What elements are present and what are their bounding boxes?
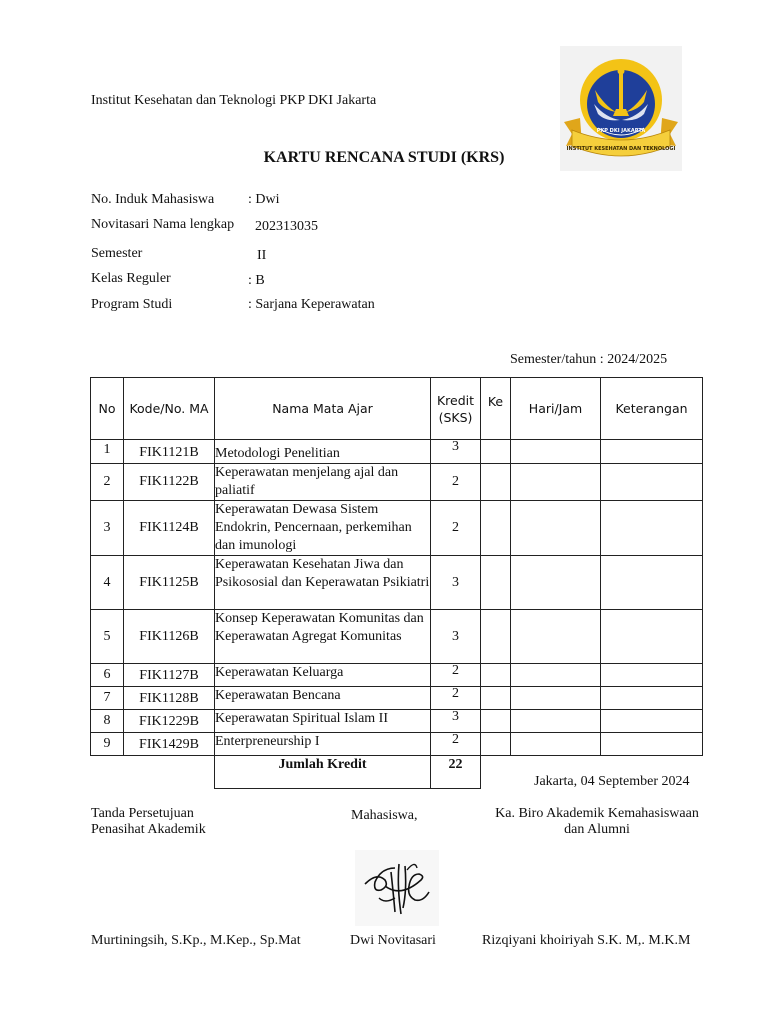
table-row bbox=[91, 664, 703, 687]
semester-year: Semester/tahun : 2024/2025 bbox=[510, 352, 668, 367]
student-name: Dwi Novitasari bbox=[350, 933, 436, 948]
row-kode: FIK1125B bbox=[124, 556, 215, 610]
nim-label: No. Induk Mahasiswa bbox=[91, 192, 215, 207]
row-nama: Enterpreneurship I bbox=[215, 733, 431, 756]
row-nama: Metodologi Penelitian bbox=[215, 440, 431, 464]
row-keterangan bbox=[601, 687, 703, 710]
row-ke bbox=[481, 710, 511, 733]
row-hari-jam bbox=[511, 464, 601, 501]
name-label: Novitasari Nama lengkap bbox=[91, 217, 235, 232]
krs-table bbox=[90, 377, 703, 789]
student-title: Mahasiswa, bbox=[351, 808, 418, 823]
row-keterangan bbox=[601, 733, 703, 756]
page-title: KARTU RENCANA STUDI (KRS) bbox=[263, 149, 505, 166]
row-hari-jam bbox=[511, 733, 601, 756]
row-kode: FIK1122B bbox=[124, 464, 215, 501]
date-place: Jakarta, 04 September 2024 bbox=[534, 774, 690, 789]
header-keterangan: Keterangan bbox=[601, 378, 703, 440]
row-nama: Keperawatan Keluarga bbox=[215, 664, 431, 687]
row-kode: FIK1127B bbox=[124, 664, 215, 687]
row-keterangan bbox=[601, 556, 703, 610]
table-row bbox=[91, 687, 703, 710]
row-ke bbox=[481, 733, 511, 756]
semester-label: Semester bbox=[91, 246, 143, 261]
institute-name: Institut Kesehatan dan Teknologi PKP DKI Jakarta bbox=[91, 93, 377, 108]
row-ke bbox=[481, 464, 511, 501]
row-keterangan bbox=[601, 440, 703, 464]
row-hari-jam bbox=[511, 687, 601, 710]
row-ke bbox=[481, 610, 511, 664]
row-no: 7 bbox=[91, 687, 124, 710]
row-hari-jam bbox=[511, 710, 601, 733]
row-ke bbox=[481, 556, 511, 610]
bureau-name: Rizqiyani khoiriyah S.K. M,. M.K.M bbox=[482, 933, 691, 948]
row-nama: Konsep Keperawatan Komunitas dan Keperawatan Agregat Komunitas bbox=[215, 610, 431, 664]
student-signature bbox=[355, 850, 439, 926]
row-keterangan bbox=[601, 664, 703, 687]
total-value: 22 bbox=[431, 756, 481, 789]
row-kredit: 2 bbox=[431, 733, 481, 756]
name-value: 202313035 bbox=[255, 219, 318, 234]
row-kredit: 2 bbox=[431, 687, 481, 710]
class-value: : B bbox=[248, 273, 265, 288]
row-ke bbox=[481, 501, 511, 556]
table-row bbox=[91, 733, 703, 756]
row-kode: FIK1124B bbox=[124, 501, 215, 556]
row-hari-jam bbox=[511, 501, 601, 556]
logo-banner-text: INSTITUT KESEHATAN DAN TEKNOLOGI bbox=[566, 146, 676, 152]
header-no: No bbox=[91, 378, 124, 440]
row-hari-jam bbox=[511, 440, 601, 464]
header-ke: Ke bbox=[481, 378, 511, 440]
row-no: 4 bbox=[91, 556, 124, 610]
row-hari-jam bbox=[511, 610, 601, 664]
header-kredit: Kredit (SKS) bbox=[431, 378, 481, 440]
row-no: 1 bbox=[91, 440, 124, 464]
row-no: 5 bbox=[91, 610, 124, 664]
row-ke bbox=[481, 687, 511, 710]
program-value: : Sarjana Keperawatan bbox=[248, 297, 375, 312]
row-no: 9 bbox=[91, 733, 124, 756]
bureau-title-line-1: Ka. Biro Akademik Kemahasiswaan bbox=[495, 806, 699, 821]
row-nama: Keperawatan Dewasa Sistem Endokrin, Pencernaan, perkemihan dan imunologi bbox=[215, 501, 431, 556]
table-row bbox=[91, 501, 703, 556]
nim-value: : Dwi bbox=[248, 192, 280, 207]
row-no: 8 bbox=[91, 710, 124, 733]
row-hari-jam bbox=[511, 664, 601, 687]
row-ke bbox=[481, 664, 511, 687]
row-no: 3 bbox=[91, 501, 124, 556]
row-keterangan bbox=[601, 710, 703, 733]
row-kredit: 3 bbox=[431, 556, 481, 610]
row-keterangan bbox=[601, 501, 703, 556]
row-ke bbox=[481, 440, 511, 464]
logo-text: PKP DKI JAKARTA bbox=[596, 128, 646, 134]
header-hari-jam: Hari/Jam bbox=[511, 378, 601, 440]
row-kredit: 2 bbox=[431, 501, 481, 556]
row-hari-jam bbox=[511, 556, 601, 610]
table-header-row bbox=[91, 378, 703, 440]
row-kredit: 3 bbox=[431, 610, 481, 664]
row-nama: Keperawatan Kesehatan Jiwa dan Psikososial dan Keperawatan Psikiatri bbox=[215, 556, 431, 610]
row-kode: FIK1429B bbox=[124, 733, 215, 756]
row-kredit: 3 bbox=[431, 710, 481, 733]
class-label: Kelas Reguler bbox=[91, 271, 171, 286]
row-keterangan bbox=[601, 464, 703, 501]
table-row bbox=[91, 440, 703, 464]
header-kode: Kode/No. MA bbox=[124, 378, 215, 440]
row-kode: FIK1229B bbox=[124, 710, 215, 733]
row-no: 6 bbox=[91, 664, 124, 687]
advisor-name: Murtiningsih, S.Kp., M.Kep., Sp.Mat bbox=[91, 933, 301, 948]
row-kredit: 2 bbox=[431, 464, 481, 501]
row-nama: Keperawatan Bencana bbox=[215, 687, 431, 710]
row-kredit: 2 bbox=[431, 664, 481, 687]
bureau-title-line-2: dan Alumni bbox=[564, 822, 630, 837]
row-kode: FIK1128B bbox=[124, 687, 215, 710]
row-kode: FIK1121B bbox=[124, 440, 215, 464]
row-kredit: 3 bbox=[431, 440, 481, 464]
advisor-title-line-1: Tanda Persetujuan bbox=[91, 806, 194, 821]
program-label: Program Studi bbox=[91, 297, 173, 312]
row-keterangan bbox=[601, 610, 703, 664]
table-row bbox=[91, 556, 703, 610]
header-nama: Nama Mata Ajar bbox=[215, 378, 431, 440]
advisor-title bbox=[91, 806, 206, 838]
table-row bbox=[91, 610, 703, 664]
row-no: 2 bbox=[91, 464, 124, 501]
semester-value: II bbox=[257, 248, 267, 263]
advisor-title-line-2: Penasihat Akademik bbox=[91, 822, 206, 837]
table-row bbox=[91, 710, 703, 733]
row-nama: Keperawatan menjelang ajal dan paliatif bbox=[215, 464, 431, 501]
row-nama: Keperawatan Spiritual Islam II bbox=[215, 710, 431, 733]
bureau-title bbox=[486, 806, 708, 838]
total-label: Jumlah Kredit bbox=[215, 756, 431, 789]
row-kode: FIK1126B bbox=[124, 610, 215, 664]
table-row bbox=[91, 464, 703, 501]
